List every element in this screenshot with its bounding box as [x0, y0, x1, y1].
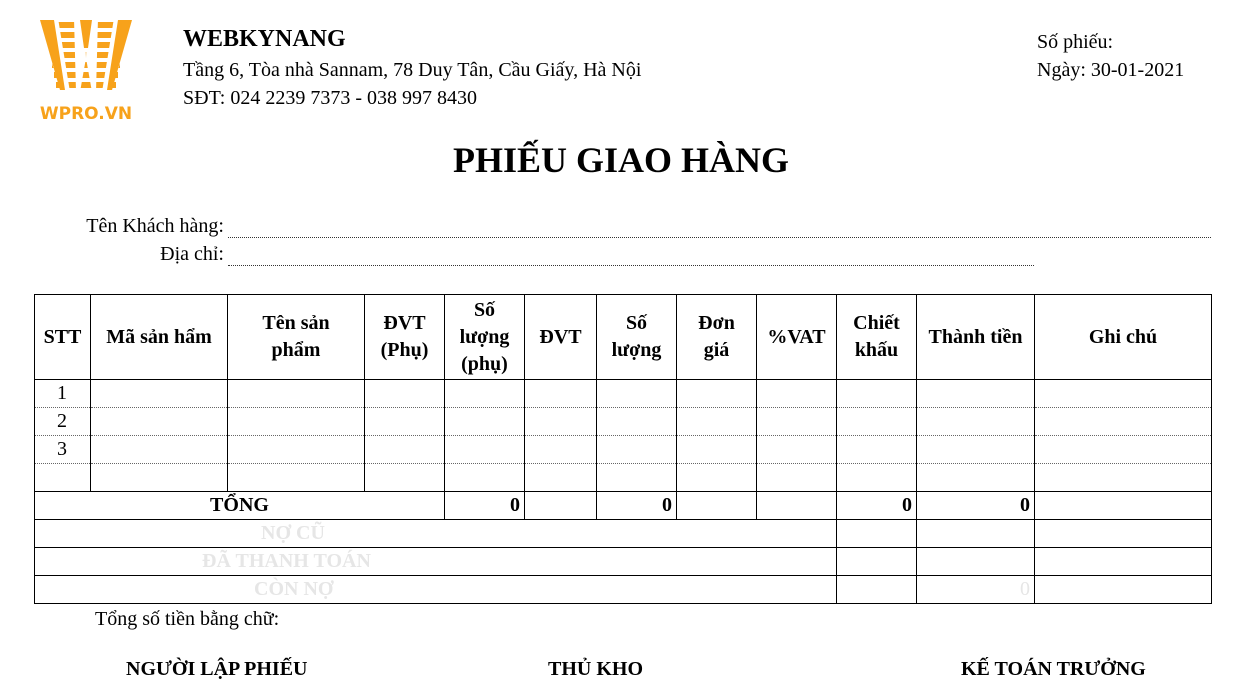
table-cell[interactable] — [365, 408, 445, 436]
table-cell[interactable] — [757, 408, 837, 436]
old-debt-label: NỢ CŨ — [35, 520, 837, 548]
table-cell[interactable] — [1035, 380, 1212, 408]
table-cell — [1035, 548, 1212, 576]
table-cell[interactable] — [228, 464, 365, 492]
paid-row — [35, 548, 1212, 576]
logo-text: WPRO.VN — [39, 104, 133, 124]
table-cell — [757, 492, 837, 520]
remaining-debt-label: CÒN NỢ — [35, 576, 837, 604]
table-cell[interactable] — [228, 436, 365, 464]
table-cell[interactable] — [228, 408, 365, 436]
column-header: Thành tiền — [917, 295, 1035, 380]
customer-address-label: Địa chỉ: — [160, 243, 224, 265]
table-cell — [1035, 576, 1212, 604]
table-row — [35, 408, 1212, 436]
table-cell[interactable] — [677, 380, 757, 408]
table-cell[interactable] — [1035, 436, 1212, 464]
table-cell[interactable] — [91, 436, 228, 464]
table-cell[interactable] — [677, 408, 757, 436]
table-cell[interactable] — [365, 464, 445, 492]
webkynang-w-logo-icon — [36, 18, 136, 102]
table-cell[interactable] — [91, 380, 228, 408]
column-header: Mã sản hẩm — [91, 295, 228, 380]
table-cell — [1035, 492, 1212, 520]
column-header: ĐVT — [525, 295, 597, 380]
table-cell[interactable] — [445, 464, 525, 492]
amount-in-words-label: Tổng số tiền bằng chữ: — [95, 608, 280, 630]
column-header: STT — [35, 295, 91, 380]
table-cell[interactable] — [1035, 408, 1212, 436]
total-amount: 0 — [917, 492, 1035, 520]
total-qty: 0 — [597, 492, 677, 520]
table-cell — [837, 548, 917, 576]
customer-name-field[interactable] — [228, 237, 1211, 238]
column-header: Tên sản phẩm — [228, 295, 365, 380]
old-debt-value — [917, 520, 1035, 548]
column-header: ĐVT (Phụ) — [365, 295, 445, 380]
table-cell[interactable] — [445, 436, 525, 464]
total-row — [35, 492, 1212, 520]
table-cell — [837, 576, 917, 604]
table-cell[interactable] — [228, 380, 365, 408]
table-cell[interactable] — [597, 464, 677, 492]
table-cell[interactable] — [525, 408, 597, 436]
table-cell[interactable] — [597, 408, 677, 436]
table-cell[interactable] — [837, 408, 917, 436]
table-cell[interactable] — [917, 464, 1035, 492]
table-cell — [677, 492, 757, 520]
table-header-row — [35, 295, 1212, 380]
table-cell[interactable] — [91, 464, 228, 492]
table-cell[interactable] — [917, 436, 1035, 464]
paid-value — [917, 548, 1035, 576]
receipt-date: Ngày: 30-01-2021 — [1037, 59, 1185, 81]
table-cell[interactable] — [757, 380, 837, 408]
column-header: Ghi chú — [1035, 295, 1212, 380]
customer-name-label: Tên Khách hàng: — [86, 215, 224, 237]
table-cell[interactable] — [91, 408, 228, 436]
table-cell[interactable] — [597, 380, 677, 408]
old-debt-row — [35, 520, 1212, 548]
page-title: PHIẾU GIAO HÀNG — [452, 140, 790, 180]
customer-address-field[interactable] — [228, 265, 1034, 266]
signature-warehouse: THỦ KHO — [548, 658, 644, 680]
column-header: %VAT — [757, 295, 837, 380]
table-cell[interactable] — [1035, 464, 1212, 492]
table-cell — [1035, 520, 1212, 548]
column-header: Đơn giá — [677, 295, 757, 380]
column-header: Số lượng — [597, 295, 677, 380]
signature-accountant: KẾ TOÁN TRƯỞNG — [961, 658, 1146, 680]
delivery-table — [34, 294, 1212, 604]
table-cell[interactable] — [525, 380, 597, 408]
column-header: Chiết khấu — [837, 295, 917, 380]
paid-label: ĐÃ THANH TOÁN — [35, 548, 837, 576]
column-header: Số lượng (phụ) — [445, 295, 525, 380]
total-discount: 0 — [837, 492, 917, 520]
company-phone: SĐT: 024 2239 7373 - 038 997 8430 — [183, 87, 478, 109]
row-number: 1 — [35, 380, 91, 408]
row-number: 2 — [35, 408, 91, 436]
table-cell[interactable] — [445, 408, 525, 436]
total-qty-sub: 0 — [445, 492, 525, 520]
row-number: 3 — [35, 436, 91, 464]
table-cell[interactable] — [525, 436, 597, 464]
company-logo — [36, 18, 136, 128]
table-cell[interactable] — [365, 436, 445, 464]
table-cell — [525, 492, 597, 520]
table-cell[interactable] — [365, 380, 445, 408]
table-cell[interactable] — [837, 380, 917, 408]
table-cell[interactable] — [917, 380, 1035, 408]
signature-creator: NGƯỜI LẬP PHIẾU — [126, 658, 308, 680]
table-row — [35, 464, 1212, 492]
table-cell[interactable] — [837, 436, 917, 464]
table-row — [35, 436, 1212, 464]
table-cell[interactable] — [677, 464, 757, 492]
receipt-number-label: Số phiếu: — [1037, 31, 1114, 53]
table-cell[interactable] — [837, 464, 917, 492]
table-cell[interactable] — [597, 436, 677, 464]
remaining-debt-value: 0 — [917, 576, 1035, 604]
table-cell[interactable] — [917, 408, 1035, 436]
company-name: WEBKYNANG — [183, 26, 346, 52]
table-row — [35, 380, 1212, 408]
row-number — [35, 464, 91, 492]
total-label: TỔNG — [35, 492, 445, 520]
remaining-debt-row — [35, 576, 1212, 604]
table-cell[interactable] — [677, 436, 757, 464]
table-cell[interactable] — [445, 380, 525, 408]
company-address: Tầng 6, Tòa nhà Sannam, 78 Duy Tân, Cầu Giấy, Hà Nội — [183, 59, 642, 81]
table-cell[interactable] — [525, 464, 597, 492]
table-cell — [837, 520, 917, 548]
table-cell[interactable] — [757, 464, 837, 492]
table-cell[interactable] — [757, 436, 837, 464]
